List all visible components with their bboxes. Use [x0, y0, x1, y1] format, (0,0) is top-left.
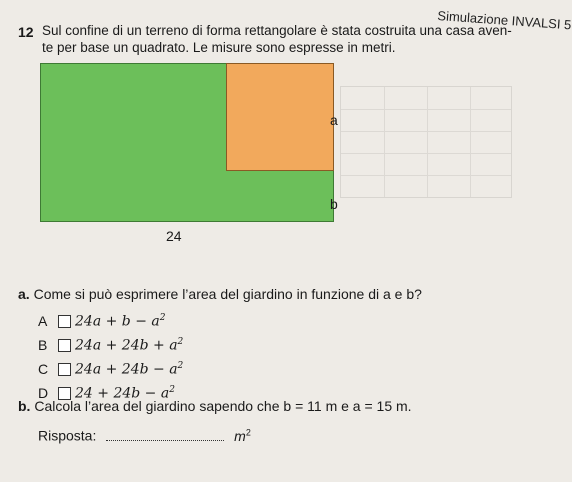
label-24: 24	[166, 228, 182, 244]
question-number: 12	[18, 24, 34, 40]
question-text-line1: Sul confine di un terreno di forma rettangolare è stata costruita una casa aven-	[42, 23, 512, 38]
part-b-text: Calcola l’area del giardino sapendo che	[34, 398, 284, 414]
option-b[interactable]	[38, 337, 183, 354]
option-c[interactable]	[38, 361, 183, 378]
answer-label: Risposta:	[38, 427, 97, 444]
answer-blank[interactable]	[106, 440, 224, 441]
part-a-text: Come si può esprimere l’area del giardino in funzione di a e b?	[33, 286, 422, 302]
label-a: a	[330, 112, 338, 128]
option-expression: $24 + 24b - a^2$	[75, 385, 175, 402]
answer-line	[38, 427, 251, 444]
option-expression: $24a + b - a^2$	[75, 313, 166, 330]
option-expression: $24a + 24b - a^2$	[75, 361, 184, 378]
bleed-through-grid	[340, 86, 512, 198]
option-a[interactable]	[38, 313, 165, 330]
part-b-question	[18, 398, 412, 414]
option-letter: B	[38, 337, 48, 354]
part-a-question	[18, 286, 422, 302]
checkbox[interactable]	[58, 363, 71, 376]
simulation-tag: Simulazione INVALSI 5	[436, 8, 572, 33]
option-letter: A	[38, 313, 48, 330]
part-b-prefix: b.	[18, 398, 31, 414]
option-letter: C	[38, 361, 49, 378]
checkbox[interactable]	[58, 339, 71, 352]
answer-unit: $m^2$	[234, 427, 251, 444]
garden-figure	[40, 63, 334, 222]
part-b-condition: b = 11 m e a = 15 m.	[283, 398, 412, 414]
question-text-line2: te per base un quadrato. Le misure sono espresse in metri.	[42, 40, 396, 55]
option-expression: $24a + 24b + a^2$	[75, 337, 184, 354]
part-a-prefix: a.	[18, 286, 30, 302]
label-b: b	[330, 196, 338, 212]
house-square	[226, 63, 334, 171]
option-letter: D	[38, 385, 49, 402]
checkbox[interactable]	[58, 315, 71, 328]
